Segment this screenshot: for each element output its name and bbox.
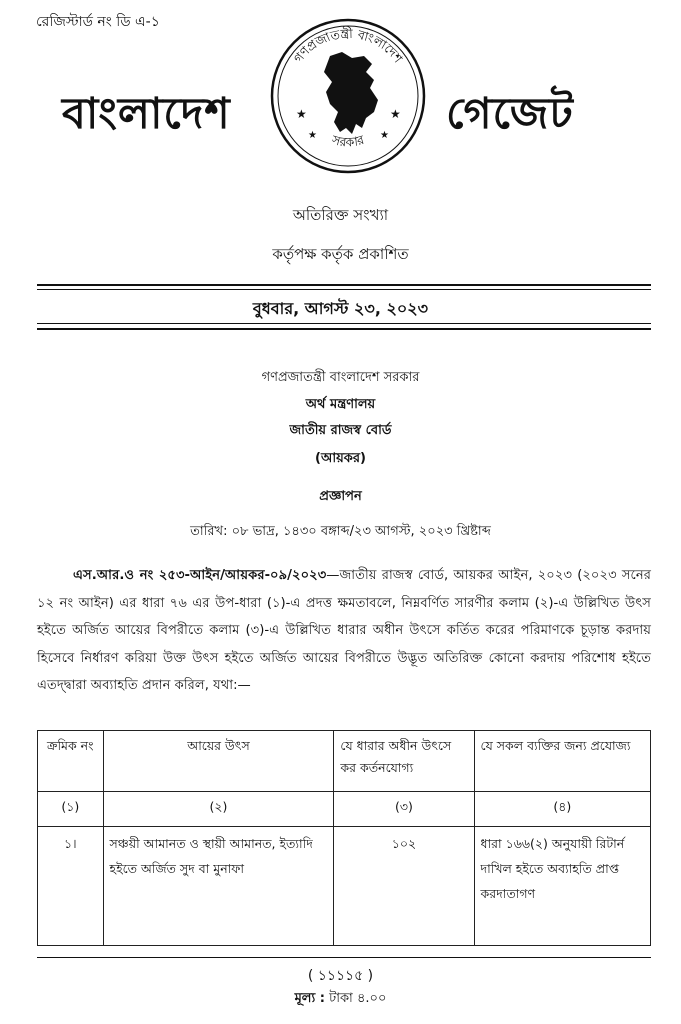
divider [37,328,651,330]
page-number: ( ১১১১৫ ) [307,968,374,984]
board-name: জাতীয় রাজস্ব বোর্ড [289,423,392,438]
government-seal [268,16,428,176]
extraordinary-issue: অতিরিক্ত সংখ্যা [292,206,389,224]
notification-date: তারিখ: ০৮ ভাদ্র, ১৪৩০ বঙ্গাব্দ/২৩ আগস্ট, ২০২৩ খ্রিষ্টাব্দ [190,524,491,539]
government-name: গণপ্রজাতন্ত্রী বাংলাদেশ সরকার [261,370,420,385]
exemption-table [37,730,651,946]
wing-name: (আয়কর) [315,451,366,466]
footer-divider [37,957,651,958]
divider [37,289,651,290]
header-section: যে ধারার অধীন উৎসে কর কর্তনযোগ্য [334,731,474,792]
seal-top-text: গণপ্রজাতন্ত্রী বাংলাদেশ [290,25,406,66]
column-number: (২) [103,792,334,827]
issue-date: বুধবার, আগস্ট ২৩, ২০২৩ [252,299,429,318]
cell-income-source: সঞ্চয়ী আমানত ও স্থায়ী আমানত, ইত্যাদি হইতে অর্জিত সুদ বা মুনাফা [103,827,334,946]
divider [37,323,651,324]
column-number: (১) [38,792,104,827]
registration-number: রেজিস্টার্ড নং ডি এ-১ [36,14,160,30]
masthead-left: বাংলাদেশ [62,89,231,139]
bangladesh-map-icon [324,52,378,134]
column-number: (৩) [334,792,474,827]
price-label: মূল্য : [294,991,325,1006]
seal-star-icon: ★ [308,130,317,141]
header-serial: ক্রমিক নং [38,731,104,792]
price-value: টাকা ৪.০০ [329,991,387,1006]
seal-star-icon: ★ [296,107,307,121]
published-by-authority: কর্তৃপক্ষ কর্তৃক প্রকাশিত [272,245,409,263]
cell-serial: ১। [38,827,104,946]
cell-section: ১০২ [334,827,474,946]
header-income-source: আয়ের উৎস [103,731,334,792]
seal-star-icon: ★ [380,130,389,141]
column-number: (৪) [474,792,650,827]
cell-applicable-persons: ধারা ১৬৬(২) অনুযায়ী রিটার্ন দাখিল হইতে অব্যাহতি প্রাপ্ত করদাতাগণ [474,827,650,946]
ministry-name: অর্থ মন্ত্রণালয় [305,397,376,412]
header-applicable-persons: যে সকল ব্যক্তির জন্য প্রযোজ্য [474,731,650,792]
column-number-row [38,792,651,827]
seal-bottom-text: সরকার [330,131,366,150]
table-header-row [38,731,651,792]
price [0,989,681,1010]
table-row [38,827,651,946]
divider [37,284,651,286]
document-type: প্রজ্ঞাপন [319,489,362,504]
sro-reference: এস.আর.ও নং ২৫৩-আইন/আয়কর-০৯/২০২৩ [73,568,327,583]
notification-body [37,562,651,700]
seal-star-icon: ★ [390,107,401,121]
notification-text: —জাতীয় রাজস্ব বোর্ড, আয়কর আইন, ২০২৩ (২০২৩ সনের ১২ নং আইন) এর ধারা ৭৬ এর উপ-ধারা (১)-এ প্রদত্ত ক্ষমতাবলে, নিম্নবর্ণিত সারণীর কলাম (২)-এ উল্লিখিত উৎস হইতে অর্জিত আয়ের বিপরীতে কলাম (৩)-এ উল্লিখিত ধারার অধীন উৎসে কর্তিত করের পরিমাণকে চূড়ান্ত করদায় হিসেবে নির্ধারণ করিয়া উক্ত উৎস হইতে অর্জিত আয়ের বিপরীতে উদ্ভূত অতিরিক্ত কোনো করদায় পরিশোধ হইতে এতদ্দ্বারা অব্যাহতি প্রদান করিল, যথা:— [37,568,651,694]
masthead-right: গেজেট [446,89,574,139]
